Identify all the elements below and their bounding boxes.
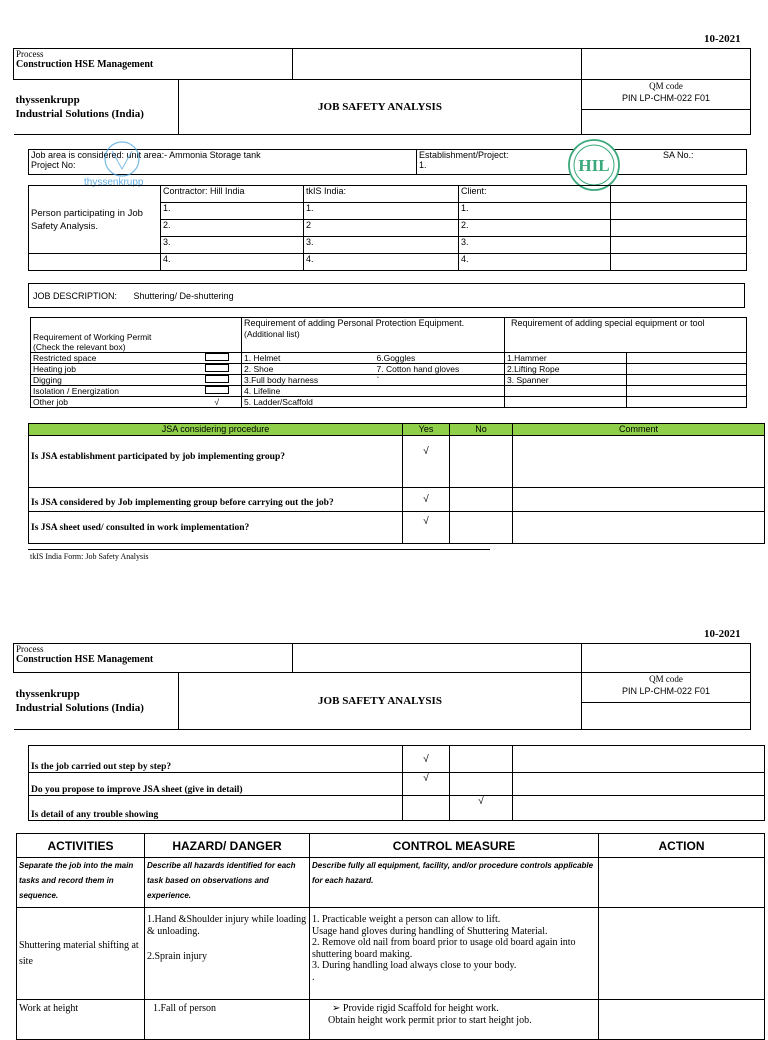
activity-cell: Work at height — [17, 1000, 145, 1040]
ppe-heading-cell — [242, 318, 505, 353]
comment-cell[interactable] — [513, 746, 765, 773]
qm-code-label: QM code — [649, 674, 683, 684]
permit-checkbox[interactable] — [205, 386, 229, 394]
form-footer: tkIS India Form: Job Safety Analysis — [30, 552, 149, 561]
jsa-no-label: SA No.: — [663, 150, 694, 160]
comment-cell[interactable] — [513, 512, 765, 544]
procedure-header: Yes — [403, 424, 450, 436]
control-item: 3. During handling load always close to your body. — [312, 960, 517, 971]
participant-cell: 4. — [304, 254, 459, 271]
qm-code-value: PIN LP-CHM-022 F01 — [622, 93, 711, 103]
permit-ppe-table — [30, 317, 747, 408]
revision-date: 10-2021 — [704, 628, 741, 640]
process-label: Process — [16, 49, 44, 59]
procedure-table — [28, 423, 765, 544]
procedure-question: Is JSA sheet used/ consulted in work implementation? — [29, 512, 403, 544]
comment-cell[interactable] — [513, 436, 765, 488]
permit-subheading: (Check the relevant box) — [33, 342, 126, 352]
yes-tick[interactable]: √ — [403, 512, 450, 544]
company-line2: Industrial Solutions (India) — [15, 702, 144, 714]
equipment-item — [505, 386, 627, 397]
qm-code-cell — [582, 80, 751, 110]
no-tick[interactable] — [450, 512, 513, 544]
activities-guide: Separate the job into the main tasks and record them in sequence. — [17, 858, 145, 908]
ppe-heading: Requirement of adding Personal Protection Equipment. — [244, 318, 465, 328]
participant-cell: 2 — [304, 220, 459, 237]
equipment-item: 1.Hammer — [505, 353, 627, 364]
ppe-item: 4. Lifeline — [242, 386, 375, 397]
company-stamp — [84, 139, 164, 189]
ppe-item: 2. Shoe — [242, 364, 375, 375]
permit-item: Digging — [31, 375, 242, 386]
ppe-subheading: (Additional list) — [244, 329, 300, 339]
qm-code-cell — [582, 673, 751, 703]
permit-checkbox[interactable] — [205, 353, 229, 361]
company-cell — [14, 80, 179, 135]
participant-cell: 3. — [459, 237, 611, 254]
participant-cell: 4. — [459, 254, 611, 271]
permit-item: Isolation / Energization — [31, 386, 242, 397]
control-item: 2. Remove old nail from board prior to usage old board again into shuttering board making. — [312, 937, 576, 960]
footer-rule — [28, 549, 490, 550]
blank-cell — [627, 364, 747, 375]
permit-item: Heating job — [31, 364, 242, 375]
process-label: Process — [16, 644, 44, 654]
blank-cell — [627, 375, 747, 386]
participant-cell: 1. — [161, 203, 304, 220]
hazard-header: HAZARD/ DANGER — [145, 834, 310, 858]
procedure-header: Comment — [513, 424, 765, 436]
revision-date: 10-2021 — [704, 33, 741, 45]
permit-item: Restricted space — [31, 353, 242, 364]
participants-table — [28, 185, 747, 271]
qm-code-label: QM code — [649, 81, 683, 91]
participants-header: Contractor: Hill India — [161, 186, 304, 203]
hazard-cell: 1.Fall of person — [145, 1000, 310, 1040]
hazard-cell — [145, 908, 310, 1000]
yes-tick[interactable] — [403, 796, 450, 821]
ppe-item: ` — [375, 375, 505, 386]
procedure-header: No — [450, 424, 513, 436]
hazard-item: 1.Hand &Shoulder injury while loading & unloading. — [147, 914, 307, 937]
ppe-item: 7. Cotton hand gloves — [375, 364, 505, 375]
blank-cell — [29, 254, 161, 271]
no-tick[interactable]: √ — [450, 796, 513, 821]
participant-cell — [611, 237, 747, 254]
procedure-question: Is JSA considered by Job implementing group before carrying out the job? — [29, 488, 403, 512]
project-no-label: Project No: — [31, 160, 76, 170]
logo-text: HIL — [578, 156, 610, 175]
comment-cell[interactable] — [513, 796, 765, 821]
participant-cell: 4. — [161, 254, 304, 271]
ppe-item: 3.Full body harness — [242, 375, 375, 386]
activities-table — [16, 833, 765, 1040]
control-measure-header: CONTROL MEASURE — [310, 834, 599, 858]
ppe-item: 1. Helmet — [242, 353, 375, 364]
participants-header: tkIS India: — [304, 186, 459, 203]
hazard-item: 2.Sprain injury — [147, 951, 207, 962]
yes-tick[interactable]: √ — [403, 746, 450, 773]
blank-cell — [582, 49, 751, 80]
activities-header: ACTIVITIES — [17, 834, 145, 858]
ppe-item — [375, 386, 505, 397]
company-cell — [14, 673, 179, 730]
yes-tick[interactable]: √ — [403, 773, 450, 796]
control-item: 1. Practicable weight a person can allow to lift. — [312, 914, 501, 925]
company-line1: thyssenkrupp — [15, 94, 80, 106]
activity-cell: Shuttering material shifting at site — [17, 908, 145, 1000]
blank-cell — [293, 49, 582, 80]
participants-label: Person participating in Job Safety Analysis. — [29, 186, 161, 254]
followup-questions-table — [28, 745, 765, 821]
participant-cell — [611, 254, 747, 271]
contractor-logo — [567, 138, 621, 192]
jsa-no-cell — [615, 150, 747, 175]
participant-cell: 3. — [304, 237, 459, 254]
no-tick[interactable] — [450, 746, 513, 773]
document-title: JOB SAFETY ANALYSIS — [179, 80, 582, 135]
participant-cell — [611, 220, 747, 237]
job-description-label: JOB DESCRIPTION: — [33, 291, 118, 301]
followup-question: Do you propose to improve JSA sheet (give in detail) — [29, 773, 403, 796]
process-cell — [14, 644, 293, 673]
ppe-item: 6.Goggles — [375, 353, 505, 364]
equipment-item: 2.Lifting Rope — [505, 364, 627, 375]
procedure-question: Is JSA establishment participated by job implementing group? — [29, 436, 403, 488]
permit-checkbox[interactable] — [205, 375, 229, 383]
comment-cell[interactable] — [513, 488, 765, 512]
job-description-value: Shuttering/ De-shuttering — [133, 291, 234, 301]
control-cell — [310, 908, 599, 1000]
followup-question: Is detail of any trouble showing — [29, 796, 403, 821]
followup-question: Is the job carried out step by step? — [29, 746, 403, 773]
control-item: ➢ Provide rigid Scaffold for height work. — [332, 1003, 499, 1014]
yes-tick[interactable]: √ — [403, 436, 450, 488]
equipment-item: 3. Spanner — [505, 375, 627, 386]
qm-code-value: PIN LP-CHM-022 F01 — [622, 686, 711, 696]
process-value: Construction HSE Management — [16, 59, 154, 70]
comment-cell[interactable] — [513, 773, 765, 796]
participants-header — [611, 186, 747, 203]
participants-header: Client: — [459, 186, 611, 203]
control-item: . — [312, 971, 315, 983]
blank-cell — [293, 644, 582, 673]
blank-cell — [582, 644, 751, 673]
process-value: Construction HSE Management — [16, 654, 154, 665]
company-line2: Industrial Solutions (India) — [15, 108, 144, 120]
stamp-text: thyssenkrupp — [84, 177, 144, 188]
permit-item: Other job √ — [31, 397, 242, 408]
blank-cell — [627, 386, 747, 397]
action-header: ACTION — [599, 834, 765, 858]
participant-cell: 3. — [161, 237, 304, 254]
job-description-box — [28, 283, 745, 308]
blank-cell — [582, 703, 751, 730]
participant-cell: 1. — [459, 203, 611, 220]
control-item: Usage hand gloves during handling of Shuttering Material. — [312, 925, 548, 937]
control-item: Obtain height work permit prior to start height job. — [328, 1014, 532, 1026]
yes-tick[interactable]: √ — [403, 488, 450, 512]
other-job-tick[interactable]: √ — [214, 397, 219, 407]
no-tick[interactable] — [450, 436, 513, 488]
participant-cell: 2. — [459, 220, 611, 237]
no-tick[interactable] — [450, 488, 513, 512]
participant-cell — [611, 203, 747, 220]
equipment-heading: Requirement of adding special equipment or tool — [505, 318, 747, 353]
establishment-value: 1. — [419, 160, 427, 170]
equipment-item — [505, 397, 627, 408]
ppe-item: 5. Ladder/Scaffold — [242, 397, 375, 408]
control-guide: Describe fully all equipment, facility, and/or procedure controls applicable for each hazard. — [310, 858, 599, 908]
permit-checkbox[interactable] — [205, 364, 229, 372]
job-area-text: Job area is considered: unit area:- Ammonia Storage tank — [31, 150, 261, 160]
permit-heading: Requirement of Working Permit — [33, 332, 152, 342]
document-header — [13, 643, 751, 730]
process-cell — [14, 49, 293, 80]
no-tick[interactable] — [450, 773, 513, 796]
action-guide — [599, 858, 765, 908]
permit-heading-cell — [31, 318, 242, 353]
blank-cell — [627, 353, 747, 364]
company-line1: thyssenkrupp — [15, 688, 80, 700]
control-cell — [310, 1000, 599, 1040]
establishment-label: Establishment/Project: — [419, 150, 509, 160]
participant-cell: 2. — [161, 220, 304, 237]
hazard-guide: Describe all hazards identified for each task based on observations and experience. — [145, 858, 310, 908]
action-cell[interactable] — [599, 908, 765, 1000]
document-title: JOB SAFETY ANALYSIS — [179, 673, 582, 730]
participant-cell: 1. — [304, 203, 459, 220]
hil-logo-icon — [567, 138, 621, 192]
blank-cell — [627, 397, 747, 408]
document-header — [13, 48, 751, 135]
ppe-item — [375, 397, 505, 408]
action-cell[interactable] — [599, 1000, 765, 1040]
procedure-header: JSA considering procedure — [29, 424, 403, 436]
blank-cell — [582, 110, 751, 135]
